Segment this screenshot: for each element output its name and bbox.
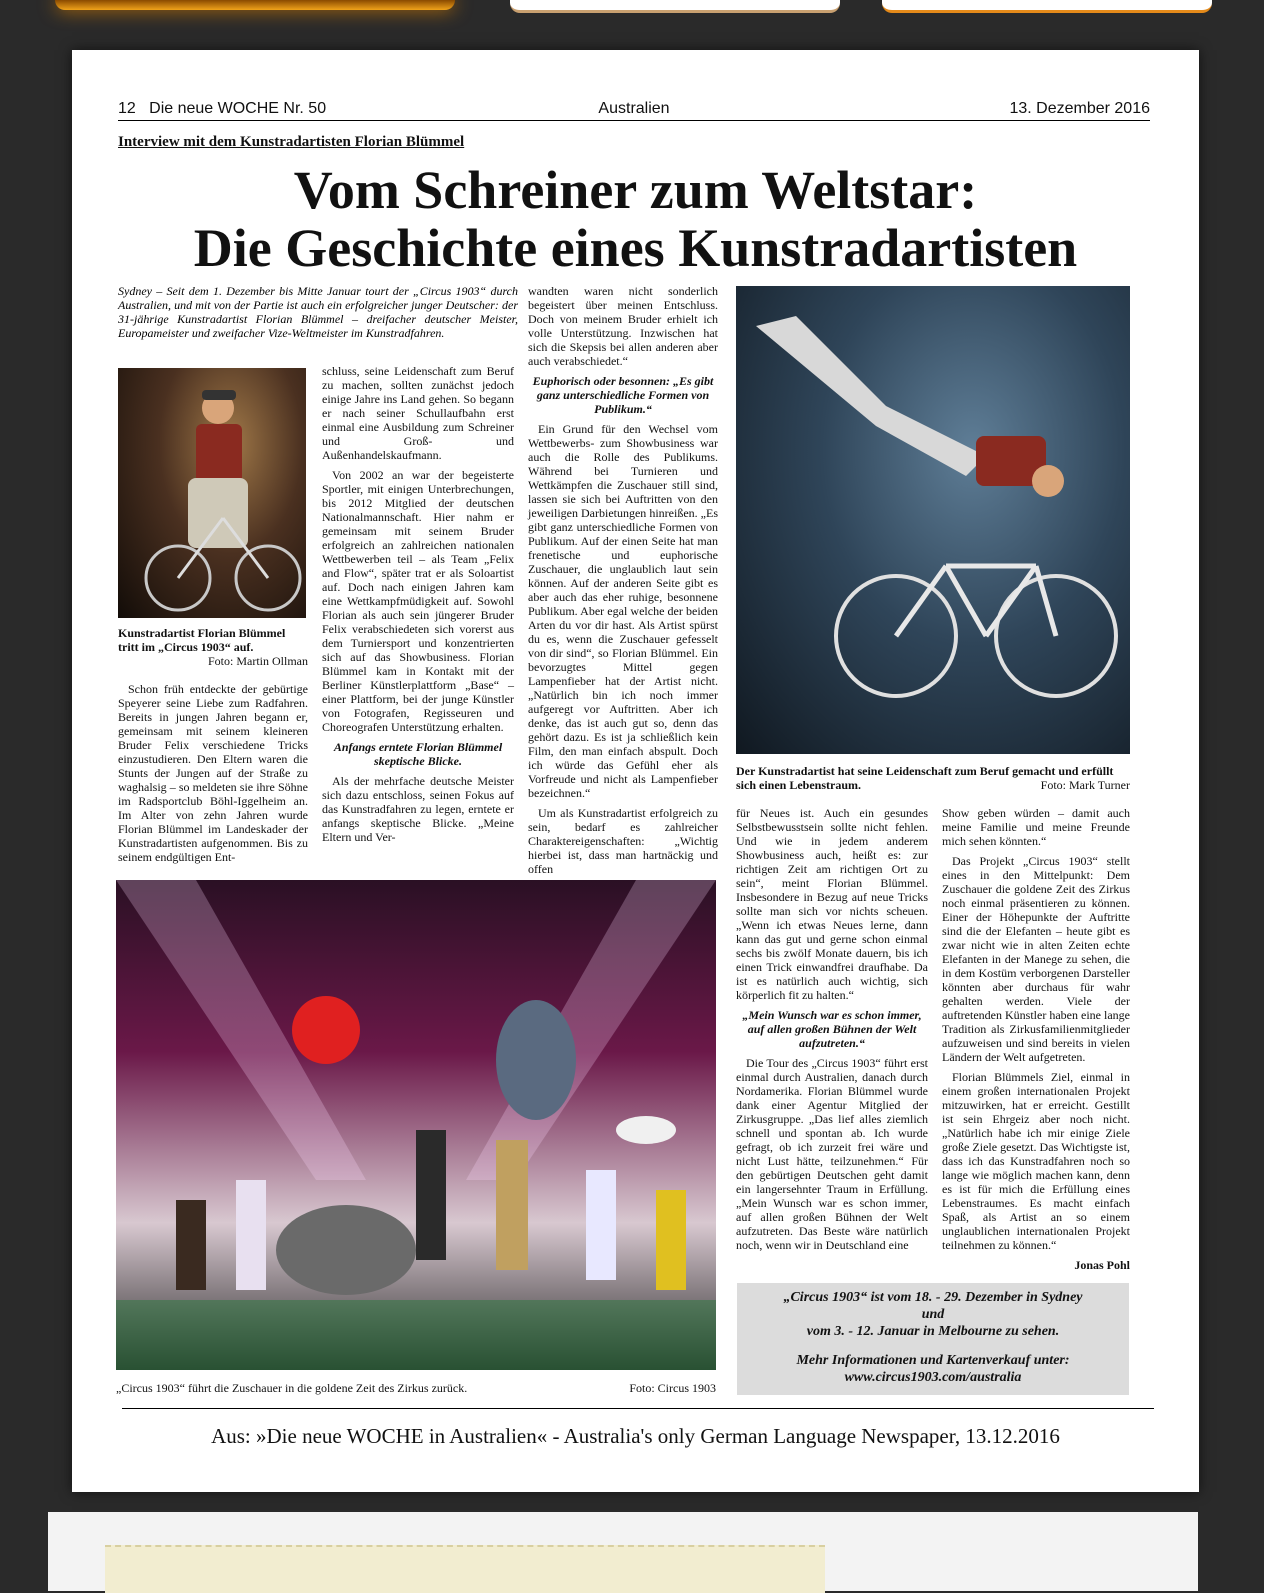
photo-circus-group-credit: Foto: Circus 1903 xyxy=(629,1381,716,1395)
circus-group-illustration xyxy=(116,880,716,1370)
caption-text: Kunstradartist Florian Blümmel tritt im „Circus 1903“ auf. xyxy=(118,626,286,654)
source-footer: Aus: »Die neue WOCHE in Australien« - Australia's only German Language Newspaper, 13.12.2016 xyxy=(211,1424,1060,1448)
article-lede: Sydney – Seit dem 1. Dezember bis Mitte Januar tourt der „Circus 1903“ durch Australien, und mit von der Partie ist auch ein erfolgreicher junger Deutscher: der 31-jährige Kunstradartist Florian Blümmel – dreifacher deutscher Meister, Europameister und zweifacher Vize-Weltmeister im Kunstradfahren. xyxy=(118,284,518,340)
paragraph: Ein Grund für den Wechsel vom Wettbewerbs- zum Showbusiness war auch die Rolle des Publikums. Während bei Turnieren und Wettkämpfen die Zuschauer still sind, lassen sie sich bei Auftritten von den jeweiligen Darbietungen hinreißen. „Es gibt ganz unterschiedliche Formen von Publikum. Auf der einen Seite hat man frenetische und euphorische Zuschauer, die unglaublich laut sein können. Auf der anderen Seite gibt es aber auch das eher ruhige, besonnene Publikum. Aber egal welche der beiden Arten du vor dir hast. Als Artist spürst du es, wenn die Zuschauer gefesselt von dir sind“, so Florian Blümmel. Ein bevorzugtes Mittel gegen Lampenfieber hat der Artist nicht. „Natürlich bin ich noch immer aufgeregt vor Auftritten. Aber ich denke, das ist auch gut so, denn das gehört dazu. Es ist ja schließlich kein Film, den man einfach abspult. Doch ich würde das Gefühl eher als Vorfreude und nicht als Lampenfieber bezeichnen.“ xyxy=(528,422,718,800)
author: Jonas Pohl xyxy=(1074,1258,1130,1272)
paragraph: Um als Kunstradartist erfolgreich zu sein, bedarf es zahlreicher Charaktereigenschaften: „Wichtig hierbei ist, dass man hartnäckig und offen xyxy=(528,806,718,876)
page-header xyxy=(118,100,1150,121)
paragraph: Florian Blümmels Ziel, einmal in einem großen internationalen Projekt mitzuwirken, hat er erreicht. Gestillt ist sein Ehrgeiz aber noch nicht. „Natürlich habe ich mir einige Ziele große Ziele gesetzt. Das Wichtigste ist, dass ich das Kunstradfahren noch so lange wie möglich machen kann, denn es ist für mich die Erfüllung eines Lebenstraumes. Es macht einfach Spaß, als Artist an so einem unglaublichen internationalen Projekt teilnehmen zu können.“ xyxy=(942,1070,1130,1252)
article-kicker: Interview mit dem Kunstradartisten Florian Blümmel xyxy=(118,134,465,150)
header-issue: 12 Die neue WOCHE Nr. 50 xyxy=(118,100,327,117)
info-line: „Circus 1903“ ist vom 18. - 29. Dezember in Sydney xyxy=(783,1290,1083,1305)
column-2 xyxy=(322,364,514,850)
paragraph: Als der mehrfache deutsche Meister sich dazu entschloss, seinen Fokus auf das Kunstradfahren zu legen, erntete er anfangs skeptische Blicke. „Meine Eltern und Ver- xyxy=(322,774,514,844)
top-banner-left xyxy=(55,0,455,10)
info-line: vom 3. - 12. Januar in Melbourne zu sehen. xyxy=(806,1324,1060,1339)
paragraph: Schon früh entdeckte der gebürtige Speyerer seine Liebe zum Radfahren. Bereits in jungen Jahren begann er, gemeinsam mit seinem kleineren Bruder Felix verschiedene Tricks einzustudieren. Den Eltern waren die Stunts der Jungen auf der Straße zu waghalsig – so meldeten sie ihre Söhne im Radsportclub Böhl-Iggelheim an. Im Alter von zehn Jahren wurde Florian Blümmel im Landeskader der Kunstradartisten aufgenommen. Bis zu seinem endgültigen Ent- xyxy=(118,682,308,864)
paragraph: für Neues ist. Auch ein gesundes Selbstbewusstsein sollte nicht fehlen. Und wie in jedem anderem Showbusiness auch, heißt es: zur richtigen Zeit am richtigen Ort zu sein“, meint Florian Blümmel. Insbesondere in Bezug auf neue Tricks sollte man sich vor nichts scheuen. „Wenn ich etwas Neues lerne, dann kann das gut und gerne schon einmal sechs bis zwölf Monate dauern, bis ich einen Trick einwandfrei draufhabe. Da ist es natürlich auch wichtig, sich körperlich fit zu halten.“ xyxy=(736,806,928,1002)
column-3 xyxy=(528,284,718,882)
subheading: „Mein Wunsch war es schon immer, auf allen großen Bühnen der Welt aufzutreten.“ xyxy=(742,1008,922,1050)
top-banner-right xyxy=(882,0,1212,13)
photo-rider-large xyxy=(736,286,1130,754)
headline-line-1: Vom Schreiner zum Weltstar: xyxy=(293,160,978,220)
photo-rider-small-credit: Foto: Martin Ollman xyxy=(208,654,308,668)
info-line: und xyxy=(921,1307,945,1322)
info-url: www.circus1903.com/australia xyxy=(844,1370,1022,1385)
column-5 xyxy=(942,806,1130,1272)
photo-rider-small xyxy=(118,368,306,618)
paragraph: Show geben würden – damit auch meine Familie und meine Freunde mich sehen könnten.“ xyxy=(942,806,1130,848)
event-info-box xyxy=(737,1283,1129,1395)
subheading: Euphorisch oder besonnen: „Es gibt ganz unterschiedliche Formen von Publikum.“ xyxy=(532,374,714,416)
photo-circus-group xyxy=(116,880,716,1370)
paragraph: wandten waren nicht sonderlich begeistert über meinen Entschluss. Doch von meinem Bruder erhielt ich volle Unterstützung. Inzwischen hat sich die Skepsis bei allen anderen aber auch verabschiedet.“ xyxy=(528,284,718,368)
header-date: 13. Dezember 2016 xyxy=(1009,100,1150,117)
top-banner-middle xyxy=(510,0,840,13)
paragraph: Die Tour des „Circus 1903“ führt erst einmal durch Australien, danach durch Nordamerika. Florian Blümmel wurde dank einer Agentur Mitglied der Zirkusgruppe. „Das lief alles ziemlich schnell und spontan ab. Ich wurde gefragt, ob ich zurzeit frei wäre und nicht Lust hätte, teilzunehmen.“ Für den gebürtigen Deutschen geht damit ein langersehnter Traum in Erfüllung. „Mein Wunsch war es schon immer, auf allen großen Bühnen der Welt aufzutreten. Das Beste wäre natürlich noch, wenn wir in Deutschland eine xyxy=(736,1056,928,1252)
info-line: Mehr Informationen und Kartenverkauf unter: xyxy=(796,1353,1070,1368)
column-4 xyxy=(736,806,928,1258)
photo-rider-large-credit: Foto: Mark Turner xyxy=(1040,778,1130,792)
column-1 xyxy=(118,682,308,870)
handstand-illustration xyxy=(736,286,1130,754)
headline-line-2: Die Geschichte eines Kunstradartisten xyxy=(193,218,1078,278)
header-section: Australien xyxy=(598,100,670,117)
paragraph: schluss, seine Leidenschaft zum Beruf zu machen, sollten zunächst jedoch einige Jahre ins Land gehen. So begann er nach seiner Schullaufbahn erst einmal eine Ausbildung zum Schreiner und Groß- und Außenhandelskaufmann. xyxy=(322,364,514,462)
photo-circus-group-caption: „Circus 1903“ führt die Zuschauer in die goldene Zeit des Zirkus zurück. xyxy=(116,1381,468,1395)
paragraph: Von 2002 an war der begeisterte Sportler, mit einigen Unterbrechungen, bis 2012 Mitglied der deutschen Nationalmannschaft. Hier nahm er gemeinsam mit seinem Bruder erfolgreich an zahlreichen nationalen Wettbewerben teil – als Team „Felix and Flow“, später trat er als Soloartist auf. Doch nach einigen Jahren kam eine Wettkampfmüdigkeit auf. Sowohl Florian als auch sein jüngerer Bruder Felix verabschiedeten sich vorerst aus dem Turniersport und konzentrierten sich auf das Showbusiness. Florian Blümmel kam in Kontakt mit der Berliner Künstlerplattform „Base“ – einer Plattform, bei der junge Künstler von Fotografen, Regisseuren und Choreografen Unterstützung erhalten. xyxy=(322,468,514,734)
next-page-note xyxy=(105,1545,825,1593)
paragraph: Das Projekt „Circus 1903“ stellt eines in den Mittelpunkt: Dem Zuschauer die goldene Zeit des Zirkus noch einmal präsentieren zu können. Einer der Höhepunkte der Auftritte sind die der Elefanten – heute gibt es zwar nicht wie in alten Zeiten echte Elefanten in der Manege zu sehen, die in dem Kostüm verborgenen Darsteller könnten aber durchaus für wahr gehalten werden. Viele der auftretenden Künstler haben eine lange Tradition als Zirkusfamilienmitglieder aufzuweisen und sind bereits in vielen Ländern der Welt aufgetreten. xyxy=(942,854,1130,1064)
rider-illustration xyxy=(118,368,306,618)
photo-rider-small-caption xyxy=(118,626,308,654)
footer-divider xyxy=(122,1408,1154,1409)
photo-rider-large-caption: Der Kunstradartist hat seine Leidenschaft zum Beruf gemacht und erfüllt sich einen Lebenstraum. xyxy=(736,764,1114,792)
subheading: Anfangs erntete Florian Blümmel skeptische Blicke. xyxy=(333,740,503,768)
newspaper-page xyxy=(72,50,1199,1492)
